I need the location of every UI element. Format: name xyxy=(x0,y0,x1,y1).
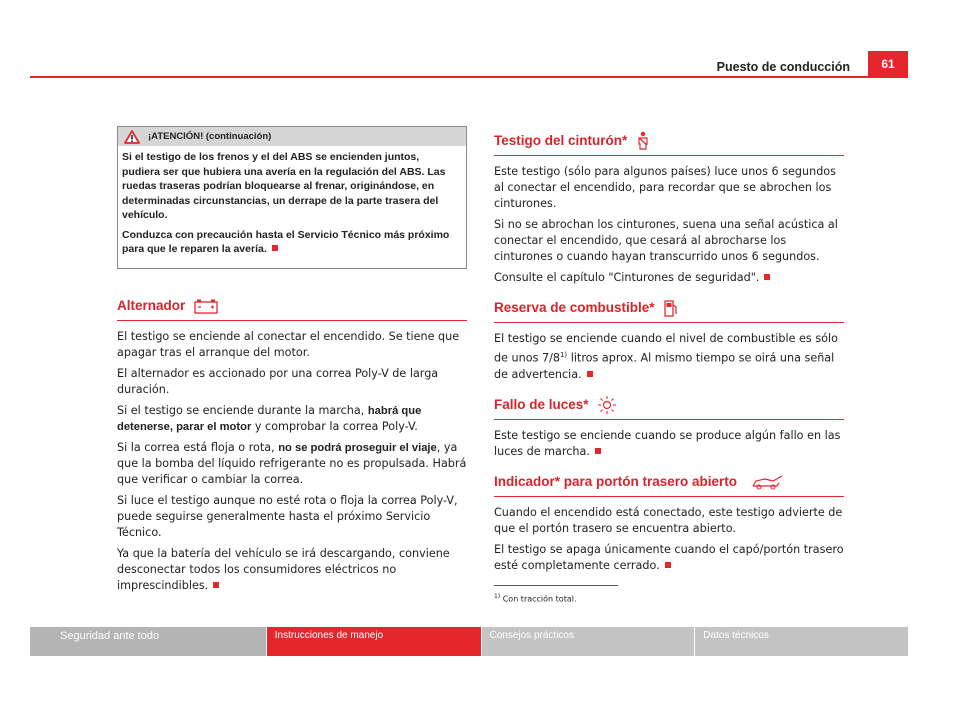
body-paragraph: Consulte el capítulo "Cinturones de seguridad". xyxy=(494,270,844,286)
warning-paragraph: Conduzca con precaución hasta el Servicio Técnico más próximo para que le reparen la avería. xyxy=(122,228,450,255)
section-heading-alternador: Alternador xyxy=(117,295,467,321)
tab-consejos[interactable]: Consejos prácticos xyxy=(482,627,695,656)
body-paragraph: Si luce el testigo aunque no esté rota o floja la correa Poly-V, puede seguirse generalmente hasta el próximo Servicio Técnico. xyxy=(117,493,458,539)
tab-seguridad[interactable]: Seguridad ante todo xyxy=(30,627,266,656)
bulb-failure-icon xyxy=(597,395,617,415)
open-tailgate-icon xyxy=(751,473,785,491)
seatbelt-icon xyxy=(635,131,651,151)
body-paragraph: Si no se abrochan los cinturones, suena una señal acústica al conectar el encendido, que cesará al abrocharse los cinturones o cuando hayan transcurrido unos 6 segundos. xyxy=(494,218,838,263)
body-paragraph: El testigo se enciende cuando el nivel de combustible es sólo de unos 7/8$^{1)}$ litros aprox. Al mismo tiempo se oirá una señal de advertencia. xyxy=(494,332,838,381)
end-marker-icon xyxy=(595,448,601,454)
body-paragraph: Si el testigo se enciende durante la marcha, habrá que detenerse, parar el motor y comprobar la correa Poly-V. xyxy=(117,403,422,433)
warning-box xyxy=(117,126,467,269)
warning-title: ¡ATENCIÓN! (continuación) xyxy=(148,130,272,142)
body-paragraph: El testigo se apaga únicamente cuando el capó/portón trasero esté completamente cerrado. xyxy=(494,542,844,572)
header-rule xyxy=(30,76,908,78)
footnote: $^{1)}$ Con tracción total. xyxy=(494,593,577,604)
end-marker-icon xyxy=(213,582,219,588)
page-header-title: Puesto de conducción xyxy=(716,60,850,74)
warning-header xyxy=(118,127,466,146)
warning-paragraph: Si el testigo de los frenos y el del ABS se encienden juntos, pudiera ser que hubiera una avería en la regulación del ABS. Las ruedas traseras podrían bloquearse al frenar, originándose, en determinadas circunstancias, un derrape de la parte trasera del vehículo. xyxy=(122,151,446,221)
body-paragraph: Cuando el encendido está conectado, este testigo advierte de que el portón trasero se encuentra abierto. xyxy=(494,505,843,535)
battery-icon xyxy=(193,298,219,314)
section-heading-combustible: Reserva de combustible* xyxy=(494,297,844,323)
footnote-rule xyxy=(494,585,618,586)
end-marker-icon xyxy=(587,371,593,377)
fuel-pump-icon xyxy=(663,298,679,318)
body-paragraph: El alternador es accionado por una correa Poly-V de larga duración. xyxy=(117,366,439,396)
tab-instrucciones[interactable]: Instrucciones de manejo xyxy=(267,627,481,656)
warning-body xyxy=(118,146,466,268)
end-marker-icon xyxy=(764,274,770,280)
section-heading-cinturon: Testigo del cinturón* xyxy=(494,130,844,156)
tab-datos[interactable]: Datos técnicos xyxy=(695,627,908,656)
end-marker-icon xyxy=(272,245,278,251)
left-column xyxy=(117,126,467,599)
body-paragraph: Si la correa está floja o rota, no se podrá proseguir el viaje, ya que la bomba del líquido refrigerante no es propulsada. Habrá que verificar o cambiar la correa. xyxy=(117,440,467,486)
end-marker-icon xyxy=(665,562,671,568)
page-number: 61 xyxy=(868,51,908,77)
right-column xyxy=(494,130,844,579)
section-heading-luces: Fallo de luces* xyxy=(494,394,844,420)
body-paragraph: El testigo se enciende al conectar el encendido. Se tiene que apagar tras el arranque del motor. xyxy=(117,329,460,359)
body-paragraph: Ya que la batería del vehículo se irá descargando, conviene desconectar todos los consumidores eléctricos no imprescindibles. xyxy=(117,546,450,592)
body-paragraph: Este testigo se enciende cuando se produce algún fallo en las luces de marcha. xyxy=(494,428,841,458)
chapter-tabs xyxy=(30,627,908,656)
warning-triangle-icon xyxy=(124,130,140,144)
section-heading-porton: Indicador* para portón trasero abierto xyxy=(494,471,844,497)
body-paragraph: Este testigo (sólo para algunos países) luce unos 6 segundos al conectar el encendido, para recordar que se abrochen los cinturones. xyxy=(494,165,836,210)
